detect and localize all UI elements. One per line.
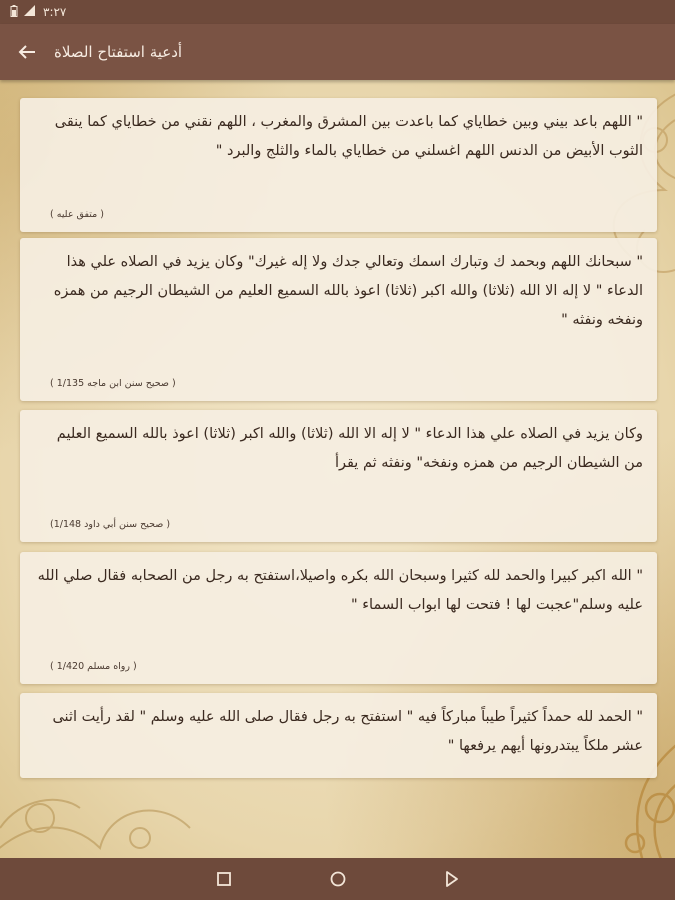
- status-time: ٣:٢٧: [43, 5, 67, 19]
- back-button[interactable]: [14, 39, 40, 65]
- system-back-button[interactable]: [440, 867, 464, 891]
- dua-reference: ( صحيح سنن أبي داود 1/148): [50, 519, 171, 530]
- dua-text: " سبحانك اللهم وبحمد ك وتبارك اسمك وتعالي جدك ولا إله غيرك" وكان يزيد في الصلاه علي هذا الدعاء " لا إله الا الله (ثلاثا) والله اكبر (ثلاثا) اعوذ بالله السميع العليم من الشيطان الرجيم من همزه ونفخه ونفثه ": [53, 254, 643, 328]
- navigation-bar: [0, 858, 675, 900]
- square-icon: [217, 872, 231, 886]
- signal-icon: [24, 5, 35, 19]
- content-area[interactable]: [0, 80, 675, 858]
- dua-card[interactable]: [20, 238, 657, 401]
- triangle-back-icon: [445, 871, 459, 887]
- status-bar: [0, 0, 675, 24]
- dua-reference: ( متفق عليه ): [50, 209, 104, 220]
- dua-card[interactable]: [20, 693, 657, 778]
- battery-icon: [10, 5, 18, 20]
- dua-card[interactable]: [20, 552, 657, 684]
- dua-card[interactable]: [20, 98, 657, 232]
- dua-text: " الحمد لله حمداً كثيراً طيباً مباركاً فيه " استفتح به رجل فقال صلى الله عليه وسلم " لقد رأيت اثنى عشر ملكاً يبتدرونها أيهم يرفعها ": [52, 709, 643, 754]
- dua-card[interactable]: [20, 410, 657, 542]
- circle-icon: [330, 871, 346, 887]
- app-bar: [0, 24, 675, 80]
- dua-text: وكان يزيد في الصلاه علي هذا الدعاء " لا إله الا الله (ثلاثا) والله اكبر (ثلاثا) اعوذ بالله السميع العليم من الشيطان الرجيم من همزه ونفخه" ونفثه ثم يقرأ: [56, 426, 643, 471]
- dua-reference: ( صحيح سنن ابن ماجه 1/135 ): [50, 378, 176, 389]
- page-title: أدعية استفتاح الصلاة: [54, 43, 183, 61]
- dua-reference: ( رواه مسلم 1/420 ): [50, 661, 137, 672]
- home-button[interactable]: [326, 867, 350, 891]
- recents-button[interactable]: [212, 867, 236, 891]
- arrow-back-icon: [18, 44, 36, 60]
- status-icons: [10, 5, 35, 20]
- dua-text: " الله اكبر كبيرا والحمد لله كثيرا وسبحان الله بكره واصيلا،استفتح به رجل من الصحابه فقال صلي الله عليه وسلم"عجبت لها ! فتحت لها ابواب السماء ": [37, 568, 643, 613]
- dua-text: " اللهم باعد بيني وبين خطاياي كما باعدت بين المشرق والمغرب ، اللهم نقني من خطاياي كما ينقى الثوب الأبيض من الدنس اللهم اغسلني من خطاياي بالماء والثلج والبرد ": [54, 114, 643, 159]
